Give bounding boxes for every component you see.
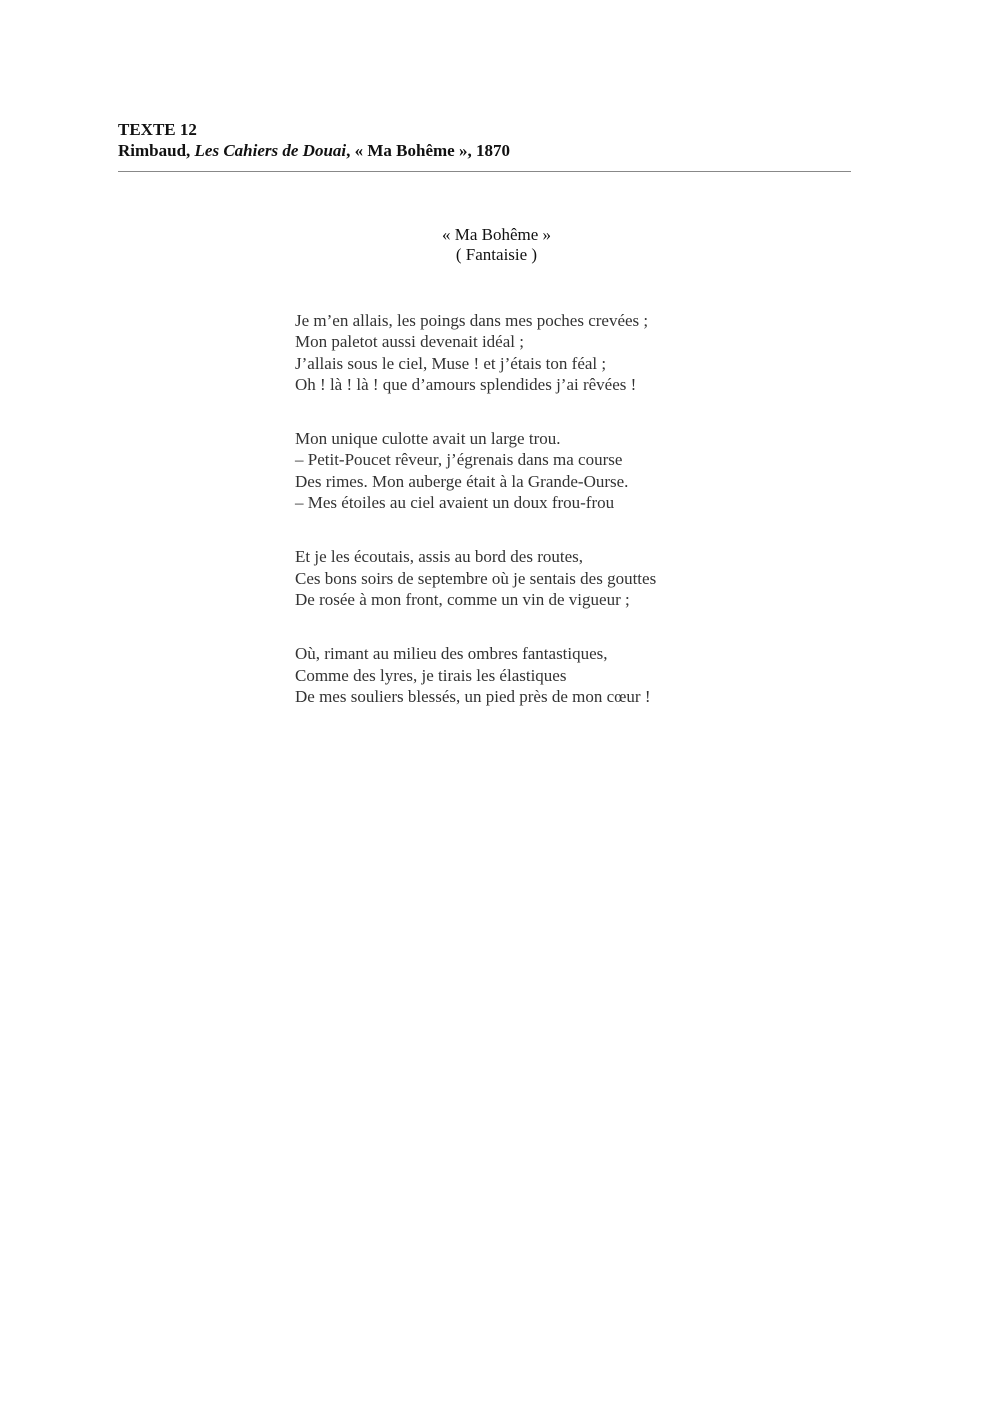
verse-line: Mon unique culotte avait un large trou. [295,429,561,449]
verse-line: Oh ! là ! là ! que d’amours splendides j’ai rêvées ! [295,374,637,394]
poem-title: « Ma Bohême » [441,225,552,244]
verse-line: Des rimes. Mon auberge était à la Grande-Ourse. [295,471,629,491]
stanza-4 [295,643,656,707]
author-name: Rimbaud, [118,141,191,160]
verse-line: Et je les écoutais, assis au bord des routes, [295,547,583,567]
work-title: Les Cahiers de Douai [194,141,347,160]
verse-line: – Mes étoiles au ciel avaient un doux frou-frou [295,493,615,513]
verse-line: Mon paletot aussi devenait idéal ; [295,332,524,352]
text-number: TEXTE 12 [118,120,197,139]
stanza-2 [295,428,656,513]
poem-subtitle: ( Fantaisie ) [455,245,538,264]
source-reference [118,140,852,161]
verse-line: De mes souliers blessés, un pied près de mon cœur ! [295,686,651,706]
verse-line: – Petit-Poucet rêveur, j’égrenais dans ma course [295,450,623,470]
poem-title-block [0,225,993,265]
header-divider [118,171,851,172]
poem-reference: , « Ma Bohême », 1870 [346,141,510,160]
verse-line: J’allais sous le ciel, Muse ! et j’étais ton féal ; [295,353,607,373]
page-header [118,119,852,172]
verse-line: Où, rimant au milieu des ombres fantastiques, [295,644,608,664]
verse-line: Comme des lyres, je tirais les élastiques [295,665,567,685]
verse-line: De rosée à mon front, comme un vin de vigueur ; [295,589,630,609]
stanza-3 [295,546,656,610]
verse-line: Je m’en allais, les poings dans mes poches crevées ; [295,311,649,330]
poem-body [295,310,656,740]
stanza-1 [295,310,656,395]
verse-line: Ces bons soirs de septembre où je sentais des gouttes [295,568,657,588]
